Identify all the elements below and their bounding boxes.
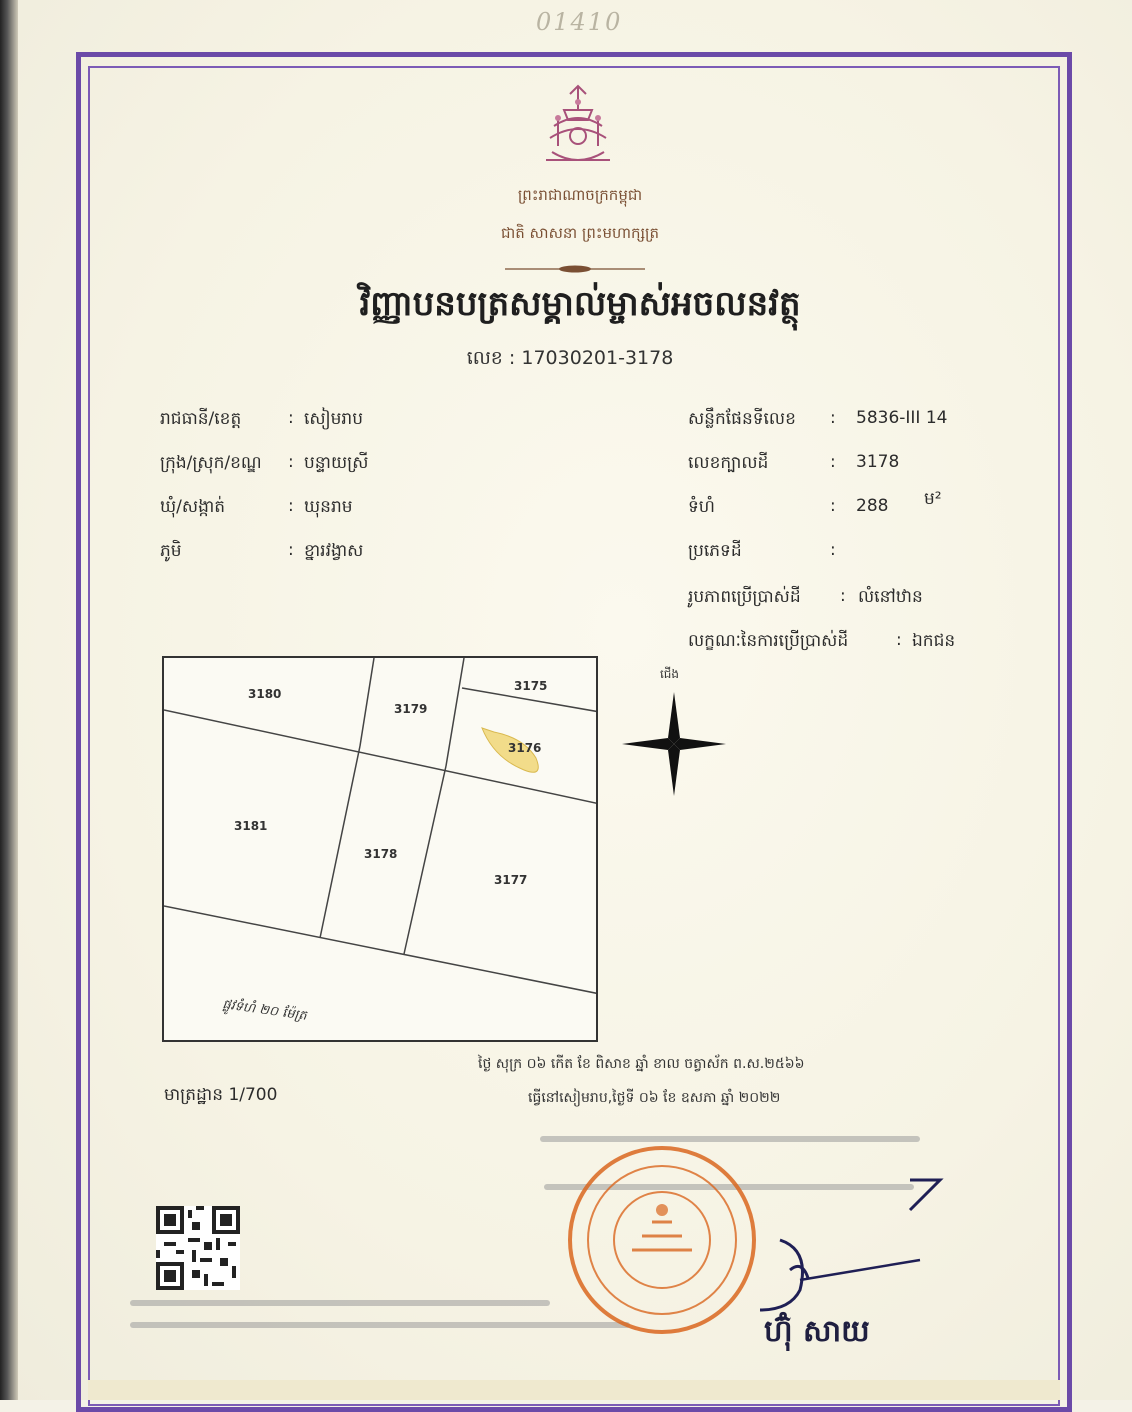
parcel-label: 3176 [508,741,542,755]
scan-edge [0,0,18,1400]
scale-label: មាត្រដ្ឋាន [164,1085,224,1105]
cadastral-map [162,656,598,1042]
commune-label: ឃុំ/សង្កាត់ [160,497,226,517]
ownership-value: ឯកជន [912,631,956,651]
commune-value: ឃុនរាម [304,497,353,517]
area-label: ទំហំ [688,497,715,517]
area-value: 288 [856,496,889,516]
road-width-note: ផ្លូវទំហំ ២០ ម៉ែត្រ [221,997,308,1024]
village-label: ភូមិ [160,541,182,561]
footer-strip [88,1380,1060,1400]
lunar-date: ថ្ងៃ សុក្រ ០៦ កើត ខែ ពិសាខ ឆ្នាំ ខាល ចត្វាស័ក ព.ស.២៥៦៦ [478,1056,805,1072]
north-label: ជើង [660,667,680,681]
map-sheet-value: 5836-III 14 [856,408,948,428]
area-unit: ម² [924,489,942,509]
district-value: បន្ទាយស្រី [304,453,369,473]
legal-reference-line [130,1322,630,1328]
signatory-name: ហ៊ុំ សាយ [764,1314,870,1349]
parcel-number-value: 3178 [856,452,900,472]
scale-value: 1/700 [228,1085,278,1105]
qr-code [156,1206,240,1290]
certificate-number-label: លេខ [466,347,503,369]
village-value: ខ្នារវង្វាស [304,541,364,561]
parcel-label: 3175 [514,679,548,693]
ownership-label: លក្ខណៈនៃការប្រើប្រាស់ដី [688,631,849,651]
motto-line: ជាតិ សាសនា ព្រះមហាក្សត្រ [500,224,660,242]
parcel-label: 3181 [234,819,268,833]
legal-reference-line [130,1300,550,1306]
province-value: សៀមរាប [304,409,364,429]
province-label: រាជធានី/ខេត្ត [160,409,242,429]
kingdom-line: ព្រះរាជាណាចក្រកម្ពុជា [517,186,643,204]
certificate-number: លេខ : 17030201-3178 [466,347,674,369]
parcel-label: 3179 [394,702,428,716]
land-type-label: ប្រភេទដី [688,541,742,561]
parcel-label: 3178 [364,847,398,861]
parcel-label: 3180 [248,687,282,701]
land-use-label: រូបភាពប្រើប្រាស់ដី [688,587,801,607]
district-label: ក្រុង/ស្រុក/ខណ្ឌ [160,453,262,473]
handwritten-number: 01410 [536,8,623,36]
solar-date: ធ្វើនៅសៀមរាប,ថ្ងៃទី ០៦ ខែ ឧសភា ឆ្នាំ ២០២២ [528,1090,781,1106]
page-title: វិញ្ញាបនបត្រសម្គាល់ម្ចាស់អចលនវត្ថុ [359,284,801,324]
compass-icon [618,688,730,800]
scale [164,1084,277,1109]
certificate-number-value: 17030201-3178 [521,347,674,369]
parcel-label: 3177 [494,873,528,887]
royal-emblem-icon [530,80,626,176]
map-sheet-label: សន្លឹកផែនទីលេខ [688,409,796,429]
parcel-number-label: លេខក្បាលដី [688,453,769,473]
land-use-value: លំនៅឋាន [858,587,923,607]
ornament-divider [505,264,645,274]
